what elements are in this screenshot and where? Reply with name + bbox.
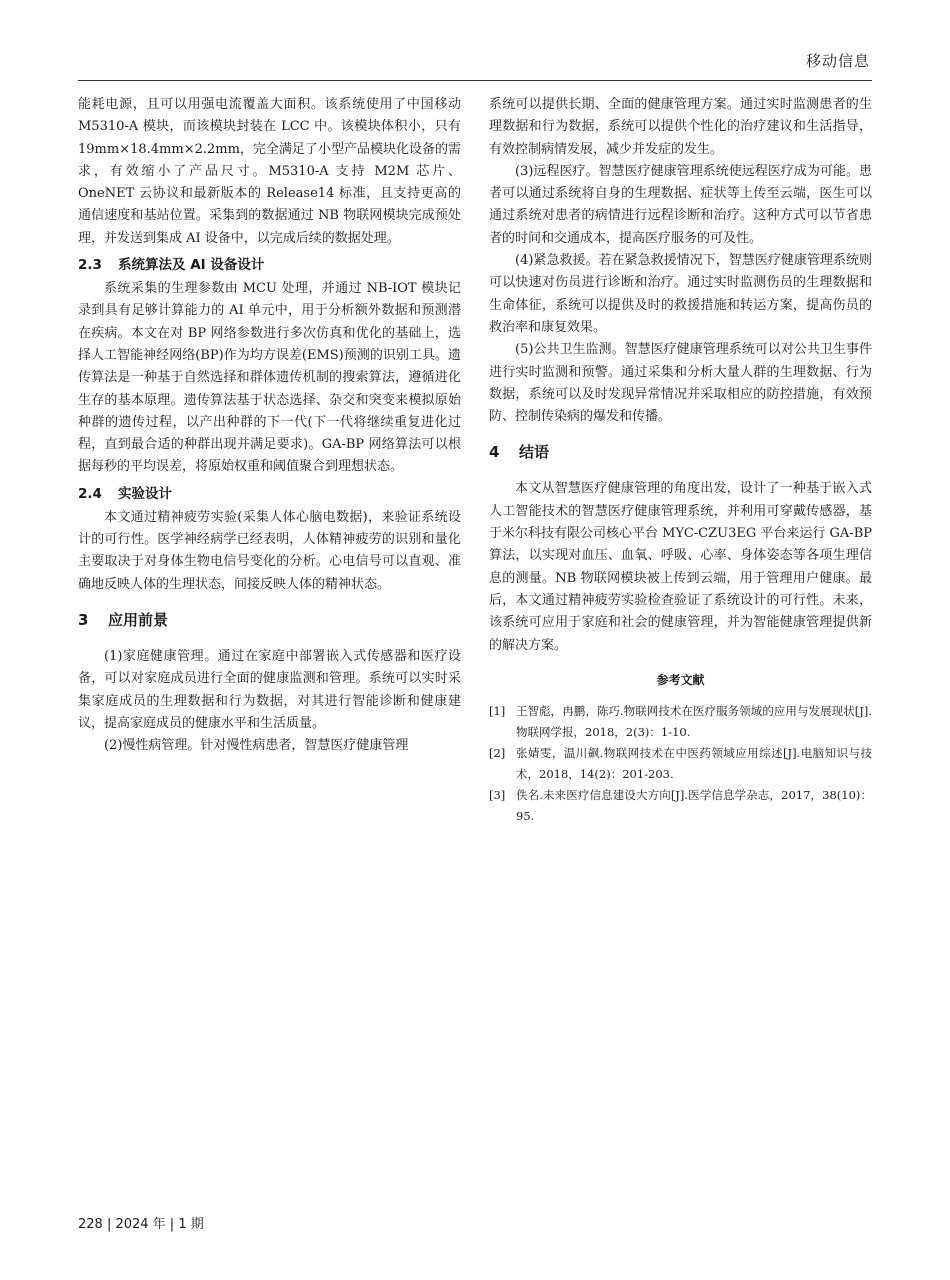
reference-item bbox=[489, 701, 872, 743]
reference-text: 张婧雯，温川飙.物联网技术在中医药领域应用综述[J].电脑知识与技术，2018，14(2)：201-203. bbox=[516, 745, 872, 781]
section-title: 实验设计 bbox=[118, 485, 172, 502]
reference-number: [3] bbox=[489, 787, 506, 802]
header-divider bbox=[78, 80, 872, 81]
reference-text: 佚名.未来医疗信息建设大方向[J].医学信息学杂志，2017，38(10)：95. bbox=[516, 787, 872, 823]
section-heading-3 bbox=[78, 608, 461, 632]
paragraph: 本文从智慧医疗健康管理的角度出发，设计了一种基于嵌入式人工智能技术的智慧医疗健康管理系统，并利用可穿戴传感器，基于米尔科技有限公司核心平台 MYC-CZU3EG 平台来运行 GA-BP 算法，以实现对血压、血氧、呼吸、心率、身体姿态等各项生理信息的测量。NB 物联网模块被上传到云端，用于管理用户健康。最后，本文通过精神疲劳实验检查验证了系统设计的可行性。未来，该系统可应用于家庭和社会的健康管理，并为智能健康管理提供新的解决方案。 bbox=[489, 481, 872, 653]
paragraph: (3)远程医疗。智慧医疗健康管理系统使远程医疗成为可能。患者可以通过系统将自身的生理数据、症状等上传至云端，医生可以通过系统对患者的病情进行远程诊断和治疗。这种方式可以节省患者的时间和交通成本，提高医疗服务的可及性。 bbox=[489, 163, 872, 246]
section-number: 3 bbox=[78, 610, 89, 629]
reference-number: [1] bbox=[489, 703, 506, 718]
paragraph: (2)慢性病管理。针对慢性病患者，智慧医疗健康管理 bbox=[104, 738, 409, 754]
reference-item bbox=[489, 743, 872, 785]
reference-item bbox=[489, 785, 872, 827]
left-column bbox=[78, 94, 461, 757]
paragraph: (5)公共卫生监测。智慧医疗健康管理系统可以对公共卫生事件进行实时监测和预警。通过采集和分析大量人群的生理数据、行为数据，系统可以及时发现异常情况并采取相应的防控措施，有效预防、控制传染病的爆发和传播。 bbox=[489, 342, 872, 425]
section-number: 2.4 bbox=[78, 485, 102, 502]
right-column bbox=[489, 94, 872, 827]
section-title: 应用前景 bbox=[108, 610, 169, 629]
paragraph: 本文通过精神疲劳实验(采集人体心脑电数据)，来验证系统设计的可行性。医学神经病学已经表明，人体精神疲劳的识别和量化主要取决于对身体生物电信号变化的分析。心电信号可以直观、准确地反映人体的生理状态，间接反映人体的精神状态。 bbox=[78, 509, 461, 592]
paragraph: (4)紧急救援。若在紧急救援情况下，智慧医疗健康管理系统则可以快速对伤员进行诊断和治疗。通过实时监测伤员的生理数据和生命体征，系统可以提供及时的救援措施和转运方案，提高伤员的救治率和康复效果。 bbox=[489, 253, 872, 335]
section-heading-2-4 bbox=[78, 483, 461, 505]
section-heading-2-3 bbox=[78, 254, 461, 276]
section-title: 系统算法及 AI 设备设计 bbox=[118, 257, 265, 274]
paragraph: (1)家庭健康管理。通过在家庭中部署嵌入式传感器和医疗设备，可以对家庭成员进行全面的健康监测和管理。系统可以实时采集家庭成员的生理数据和行为数据，对其进行智能诊断和健康建议，提高家庭成员的健康水平和生活质量。 bbox=[78, 648, 461, 731]
section-number: 2.3 bbox=[78, 257, 102, 274]
journal-name: 移动信息 bbox=[805, 52, 870, 70]
paragraph: 系统采集的生理参数由 MCU 处理，并通过 NB-IOT 模块记录到具有足够计算能力的 AI 单元中，用于分析额外数据和预测潜在疾病。本文在对 BP 网络参数进行多次仿真和优化的基础上，选择人工智能神经网络(BP)作为均方误差(EMS)预测的识别工具。遗传算法是一种基于自然选择和群体遗传机制的搜索算法，遵循进化生存的基本原理。遗传算法基于状态选择、杂交和突变来模拟原始种群的遗传过程，以产出种群的下一代(下一代将继续重复进化过程，直到最合适的种群出现并满足要求)。GA-BP 网络算法可以根据每秒的平均误差，将原始权重和阈值聚合到理想状态。 bbox=[78, 281, 461, 475]
references-title: 参考文献 bbox=[656, 672, 705, 687]
page-footer: 228 | 2024 年 | 1 期 bbox=[78, 1217, 204, 1232]
section-heading-4 bbox=[489, 440, 872, 464]
section-number: 4 bbox=[489, 443, 500, 462]
paragraph-continued: 系统可以提供长期、全面的健康管理方案。通过实时监测患者的生理数据和行为数据，系统可以提供个性化的治疗建议和生活指导，有效控制病情发展，减少并发症的发生。 bbox=[489, 97, 872, 157]
reference-list bbox=[489, 701, 872, 827]
reference-text: 王智彪，冉鹏，陈巧.物联网技术在医疗服务领域的应用与发展现状[J].物联网学报，2018，2(3)：1-10. bbox=[516, 703, 872, 739]
reference-number: [2] bbox=[489, 745, 506, 760]
section-title: 结语 bbox=[519, 443, 550, 462]
paragraph-continued: 能耗电源，且可以用强电流覆盖大面积。该系统使用了中国移动 M5310-A 模块，而该模块封装在 LCC 中。该模块体积小，只有 19mm×18.4mm×2.2mm，完全满足了小型产品模块化设备的需求，有效缩小了产品尺寸。M5310-A 支持 M2M 芯片、OneNET 云协议和最新版本的 Release14 标准，且支持更高的通信速度和基站位置。采集到的数据通过 NB 物联网模块完成预处理，并发送到集成 AI 设备中，以完成后续的数据处理。 bbox=[78, 97, 461, 246]
